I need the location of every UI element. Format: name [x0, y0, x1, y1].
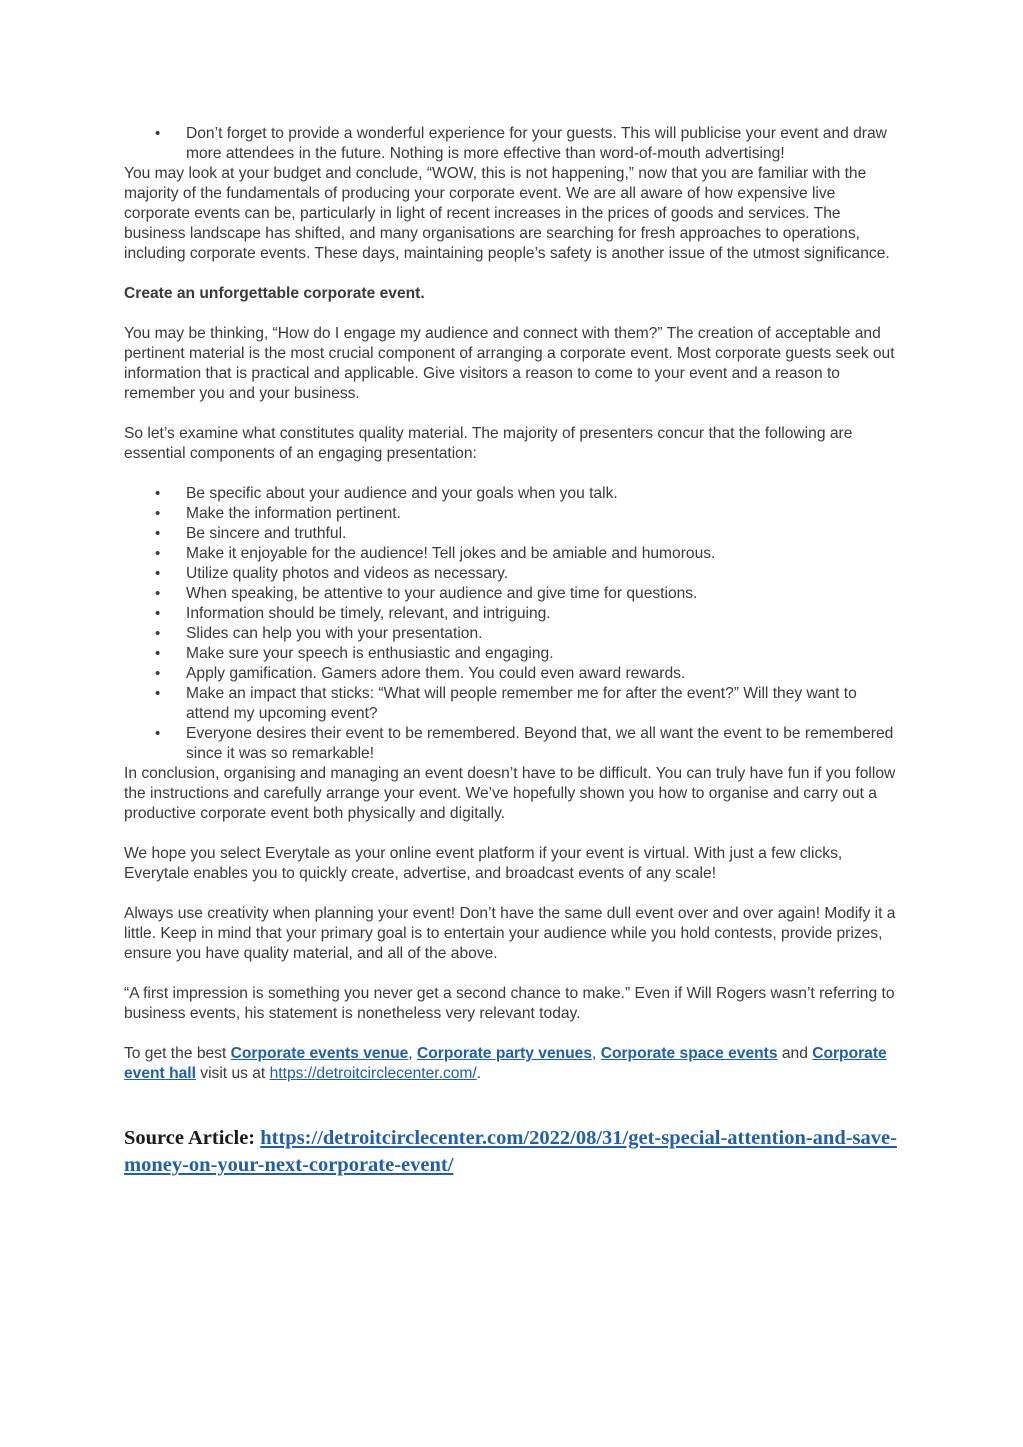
- list-item: • Utilize quality photos and videos as necessary.: [124, 564, 899, 584]
- link-corporate-event-hall[interactable]: Corporate event hall: [124, 1045, 887, 1082]
- paragraph-everytale: We hope you select Everytale as your online event platform if your event is virtual. With just a few clicks, Everytale enables you to quickly create, advertise, and broadcast events of any scale!: [124, 845, 843, 882]
- cta-visit: visit us at: [195, 1065, 270, 1082]
- source-article: [124, 1125, 899, 1179]
- list-item: • Be sincere and truthful.: [124, 524, 899, 544]
- link-corporate-party-venues[interactable]: Corporate party venues: [416, 1045, 593, 1062]
- cta-separator: ,: [408, 1045, 417, 1062]
- paragraph-quality: So let’s examine what constitutes quality material. The majority of presenters concur that the following are essential components of an engaging presentation:: [124, 425, 853, 462]
- list-item: • Information should be timely, relevant, and intriguing.: [124, 604, 899, 624]
- tips-bullet-list: [124, 484, 899, 764]
- document-page: [124, 124, 899, 1179]
- source-article-link[interactable]: https://detroitcirclecenter.com/2022/08/31/get-special-attention-and-save-money-on-your-next-corporate-event/: [124, 1127, 897, 1176]
- paragraph-budget: You may look at your budget and conclude, “WOW, this is not happening,” now that you are familiar with the majority of the fundamentals of producing your corporate event. We are all aware of how expensive live corporate events can be, particularly in light of recent increases in the prices of goods and services. The business landscape has shifted, and many organisations are searching for fresh approaches to operations, including corporate events. These days, maintaining people’s safety is another issue of the utmost significance.: [124, 165, 890, 262]
- list-item: • Don’t forget to provide a wonderful experience for your guests. This will publicise your event and draw more attendees in the future. Nothing is more effective than word-of-mouth advertising!: [124, 124, 899, 164]
- cta-and: and: [777, 1045, 813, 1062]
- list-item: • When speaking, be attentive to your audience and give time for questions.: [124, 584, 899, 604]
- source-label: Source Article:: [124, 1127, 261, 1149]
- top-bullet-list: [124, 124, 899, 164]
- list-item: • Be specific about your audience and your goals when you talk.: [124, 484, 899, 504]
- link-site-url[interactable]: https://detroitcirclecenter.com/: [269, 1065, 477, 1082]
- paragraph-engage: You may be thinking, “How do I engage my audience and connect with them?” The creation of acceptable and pertinent material is the most crucial component of arranging a corporate event. Most corporate guests seek out information that is practical and applicable. Give visitors a reason to come to your event and a reason to remember you and your business.: [124, 325, 895, 402]
- list-item: • Slides can help you with your presentation.: [124, 624, 899, 644]
- link-corporate-events-venue[interactable]: Corporate events venue: [230, 1045, 409, 1062]
- list-item: • Apply gamification. Gamers adore them. You could even award rewards.: [124, 664, 899, 684]
- call-to-action: [124, 1044, 899, 1084]
- cta-prefix: To get the best: [124, 1045, 231, 1062]
- cta-end: .: [476, 1065, 482, 1082]
- list-item: • Make it enjoyable for the audience! Tell jokes and be amiable and humorous.: [124, 544, 899, 564]
- list-item: • Make an impact that sticks: “What will people remember me for after the event?” Will they want to attend my upcoming event?: [124, 684, 899, 724]
- link-corporate-space-events[interactable]: Corporate space events: [600, 1045, 778, 1062]
- paragraph-creativity: Always use creativity when planning your event! Don’t have the same dull event over and over again! Modify it a little. Keep in mind that your primary goal is to entertain your audience while you hold contests, provide prizes, ensure you have quality material, and all of the above.: [124, 905, 896, 962]
- section-heading: Create an unforgettable corporate event.: [124, 285, 425, 302]
- list-item: • Make the information pertinent.: [124, 504, 899, 524]
- list-item: • Make sure your speech is enthusiastic and engaging.: [124, 644, 899, 664]
- cta-separator: ,: [592, 1045, 601, 1062]
- list-item: • Everyone desires their event to be remembered. Beyond that, we all want the event to be remembered since it was so remarkable!: [124, 724, 899, 764]
- paragraph-quote: “A first impression is something you never get a second chance to make.” Even if Will Rogers wasn’t referring to business events, his statement is nonetheless very relevant today.: [124, 985, 895, 1022]
- paragraph-conclusion: In conclusion, organising and managing an event doesn’t have to be difficult. You can truly have fun if you follow the instructions and carefully arrange your event. We’ve hopefully shown you how to organise and carry out a productive corporate event both physically and digitally.: [124, 765, 896, 822]
